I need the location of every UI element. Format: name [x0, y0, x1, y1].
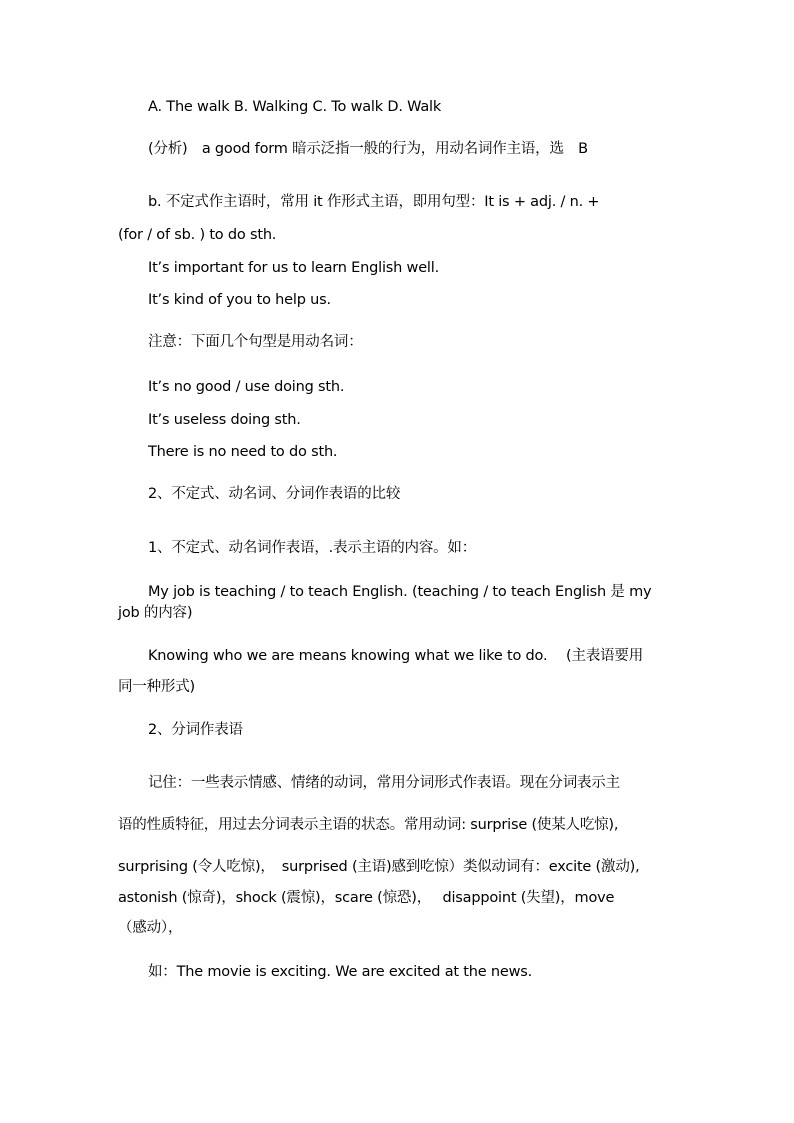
text-line-remember-cont-4: （感动），	[118, 920, 183, 936]
subsection-heading-infinitive-gerund: 1、不定式、动名词作表语，.表示主语的内容。如：	[148, 540, 477, 556]
text-line-example-job: My job is teaching / to teach English. (teaching / to teach English 是 my	[148, 584, 652, 600]
text-line-analysis: (分析) a good form 暗示泛指一般的行为，用动名词作主语，选 B	[148, 141, 588, 157]
text-line-remember-cont-1: 语的性质特征，用过去分词表示主语的状态。常用动词: surprise (使某人吃惊),	[118, 817, 619, 833]
text-line-remember-cont-3: astonish (惊奇)，shock (震惊)，scare (惊恐)， disappoint (失望)，move	[118, 890, 615, 906]
text-line-infinitive-subject: b. 不定式作主语时，常用 it 作形式主语，即用句型：It is + adj. / n. +	[148, 194, 600, 210]
text-line-pattern-1: It’s no good / use doing sth.	[148, 379, 345, 395]
text-line-example-knowing: Knowing who we are means knowing what we like to do. (主表语要用	[148, 648, 644, 664]
text-line-remember: 记住：一些表示情感、情绪的动词，常用分词形式作表语。现在分词表示主	[148, 775, 620, 791]
text-line-example-knowing-cont: 同一种形式)	[118, 679, 195, 695]
text-line-example-1: It’s important for us to learn English well.	[148, 260, 439, 276]
text-line-example-job-cont: job 的内容)	[118, 605, 193, 621]
text-line-remember-cont-2: surprising (令人吃惊)， surprised (主语)感到吃惊）类似动词有：excite (激动),	[118, 859, 640, 875]
text-line-pattern-2: It’s useless doing sth.	[148, 412, 301, 428]
text-line-pattern-3: There is no need to do sth.	[148, 444, 338, 460]
section-heading-predicative: 2、不定式、动名词、分词作表语的比较	[148, 486, 401, 502]
subsection-heading-participle: 2、分词作表语	[148, 722, 243, 738]
text-line-note: 注意：下面几个句型是用动名词：	[148, 334, 363, 350]
text-line-infinitive-subject-cont: (for / of sb. ) to do sth.	[118, 227, 277, 243]
text-line-example-2: It’s kind of you to help us.	[148, 292, 331, 308]
text-line-example-movie: 如：The movie is exciting. We are excited at the news.	[148, 964, 533, 980]
text-line-answer-options: A. The walk B. Walking C. To walk D. Walk	[148, 99, 442, 115]
